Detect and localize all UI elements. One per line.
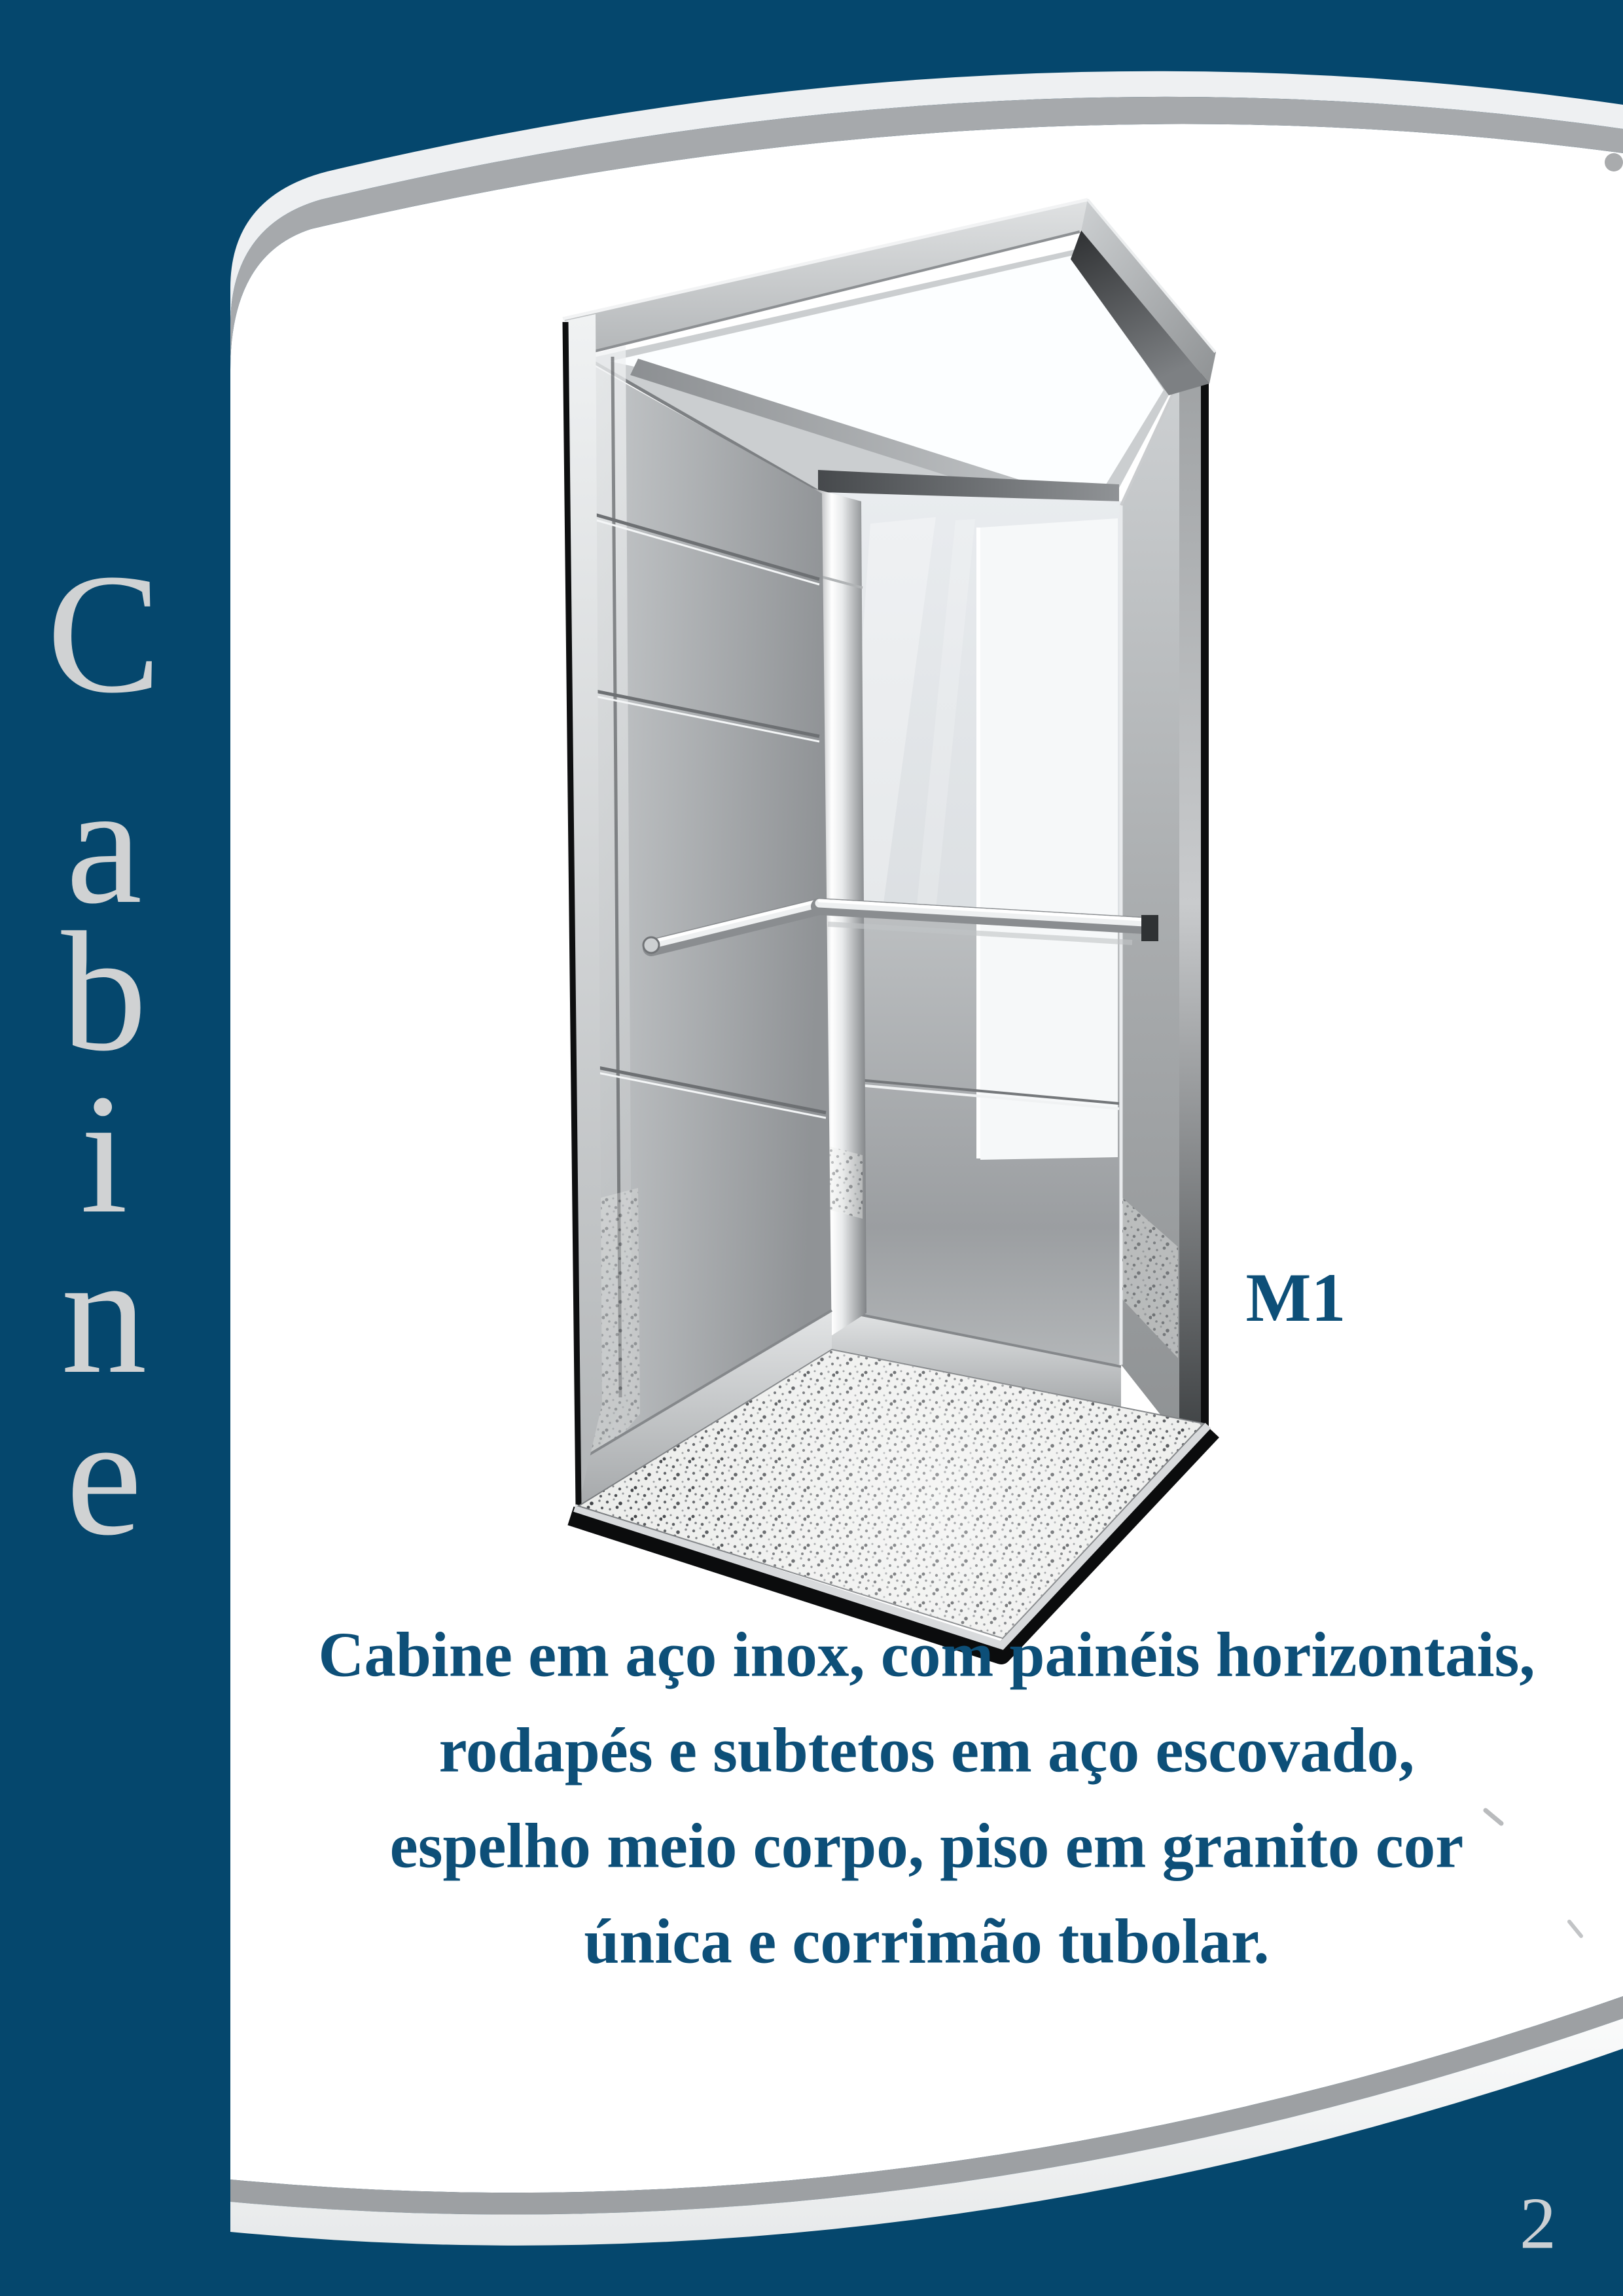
corner-dot [1605,153,1623,171]
model-label: M1 [1245,1259,1346,1336]
cabin-illustration [563,199,1216,1655]
description-line: Cabine em aço inox, com painéis horizontais, [318,1619,1535,1690]
handrail-bracket [1141,915,1158,941]
page-number: 2 [1520,2183,1556,2265]
vertical-title-letter: a [65,749,143,939]
vertical-title-letter: e [65,1381,143,1571]
rear-mirror-bright-panel [980,518,1118,1160]
description-line: única e corrimão tubolar. [584,1906,1270,1977]
vertical-title-letter: n [61,1219,147,1409]
description-line: rodapés e subtetos em aço escovado, [438,1715,1415,1785]
cabin-left-wall [576,346,832,1505]
vertical-title-letter: i [80,1059,128,1249]
vertical-title-letter: b [61,897,147,1086]
cabin-rear-wall [822,492,1121,1408]
description-line: espelho meio corpo, piso em granito cor [389,1810,1464,1881]
vertical-title-letter: C [46,539,162,728]
